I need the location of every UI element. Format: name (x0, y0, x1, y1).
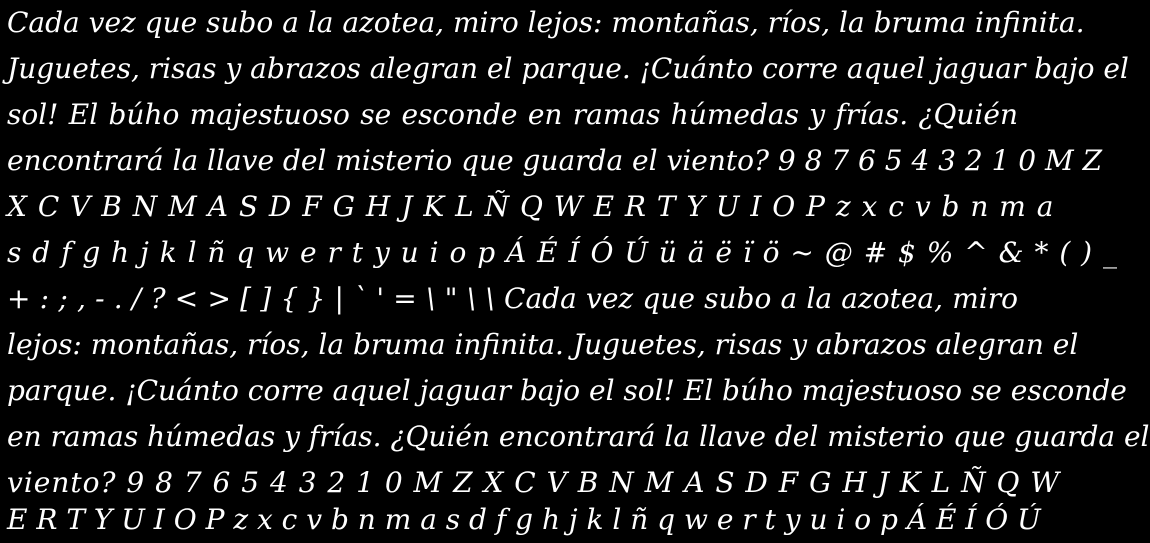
text-line-3: sol! El búho majestuoso se esconde en ramas húmedas y frías. ¿Quién (7, 98, 1018, 131)
text-line-8: lejos: montañas, ríos, la bruma infinita. Juguetes, risas y abrazos alegran el (7, 328, 1079, 361)
text-line-11: viento? 9 8 7 6 5 4 3 2 1 0 M Z X C V B N M A S D F G H J K L Ñ Q W (7, 466, 1061, 499)
text-line-6: s d f g h j k l ñ q w e r t y u i o p Á É Í Ó Ú ü ä ë ï ö ~ @ # $ % ^ & * ( ) _ (7, 236, 1119, 269)
text-line-4: encontrará la llave del misterio que guarda el viento? 9 8 7 6 5 4 3 2 1 0 M Z (7, 144, 1103, 177)
text-line-2: Juguetes, risas y abrazos alegran el parque. ¡Cuánto corre aquel jaguar bajo el (7, 52, 1129, 85)
text-line-5: X C V B N M A S D F G H J K L Ñ Q W E R T Y U I O P z x c v b n m a (7, 190, 1055, 223)
text-line-1: Cada vez que subo a la azotea, miro lejos: montañas, ríos, la bruma infinita. (7, 6, 1085, 39)
text-line-12-partial: E R T Y U I O P z x c v b n m a s d f g h j k l ñ q w e r t y u i o p Á É Í Ó Ú (7, 503, 1041, 536)
text-line-10: en ramas húmedas y frías. ¿Quién encontrará la llave del misterio que guarda el (7, 420, 1150, 453)
text-line-7: + : ; , - . / ? < > [ ] { } | ` ' = \ " \ \ Cada vez que subo a la azotea, miro (7, 282, 1018, 315)
text-line-9: parque. ¡Cuánto corre aquel jaguar bajo el sol! El búho majestuoso se esconde (7, 374, 1127, 407)
